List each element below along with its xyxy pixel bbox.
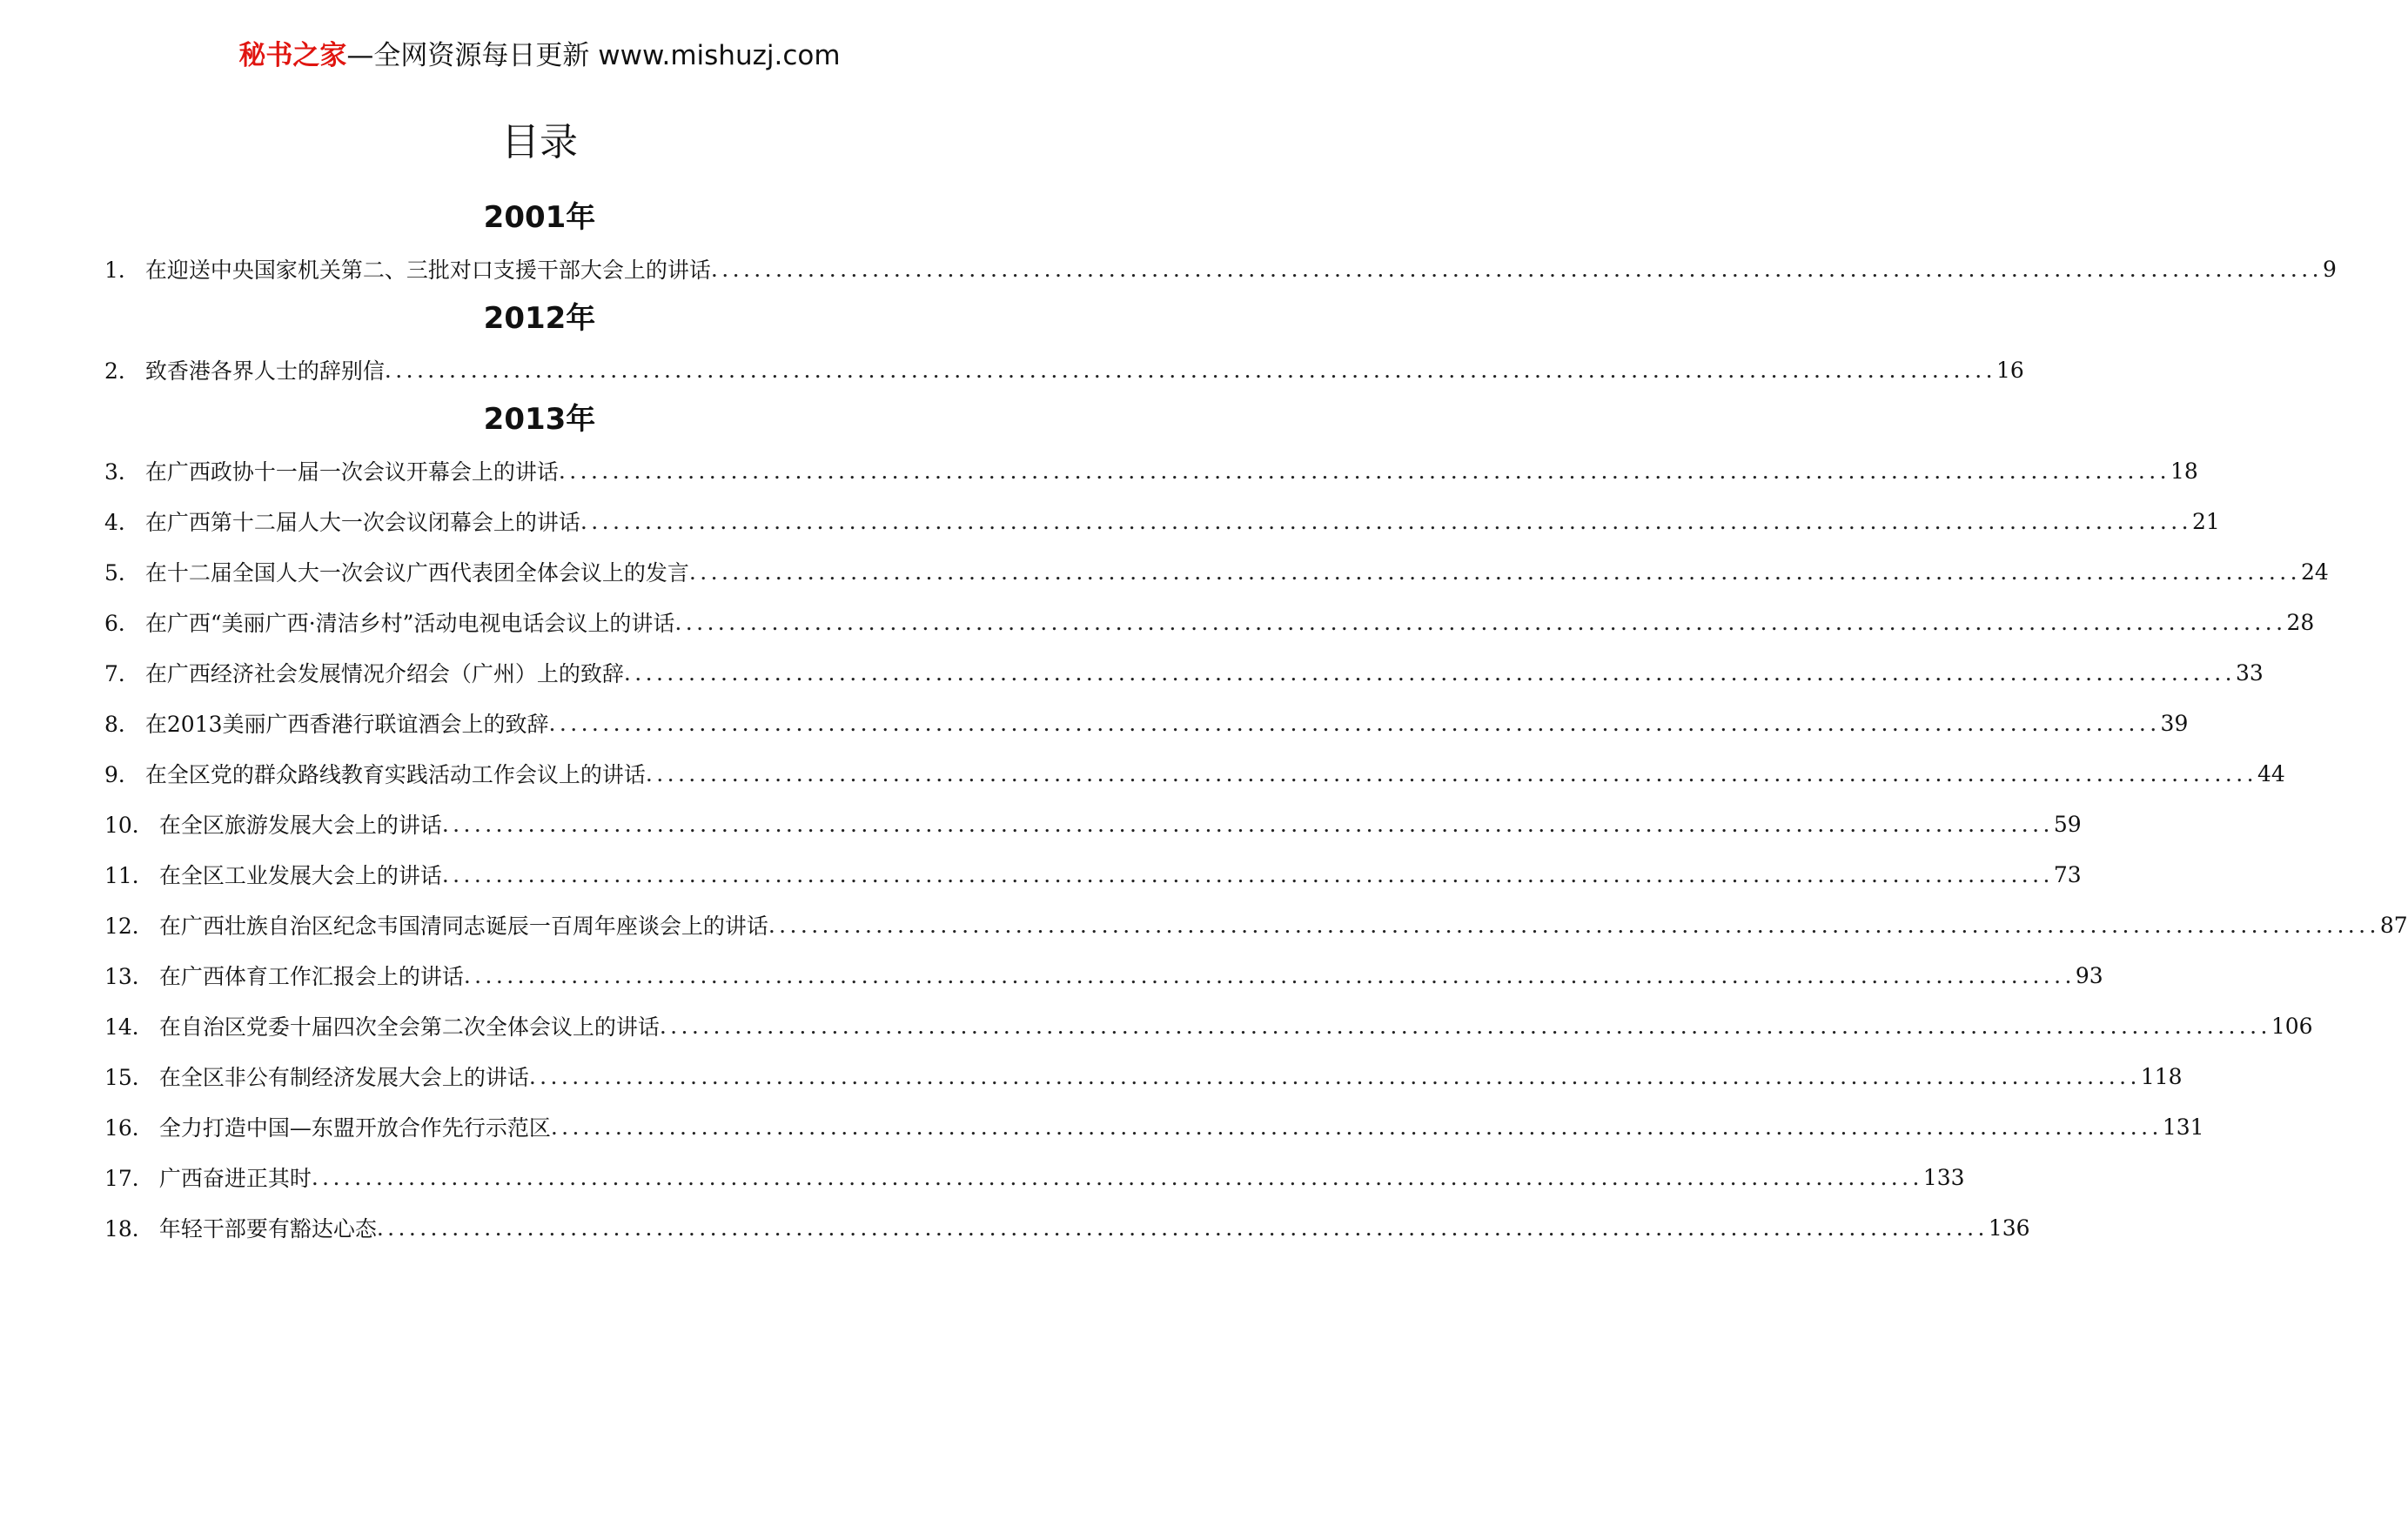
entry-page: 87 — [2379, 912, 2408, 938]
dot-leader: ...................................................................................................................................................... — [659, 1013, 2271, 1039]
toc-entry[interactable] — [104, 453, 2198, 488]
entry-title: 在全区党的群众路线教育实践活动工作会议上的讲话 — [144, 762, 646, 787]
toc-entry[interactable] — [104, 1059, 2183, 1094]
toc-entry[interactable] — [104, 251, 2337, 286]
entry-page: 21 — [2191, 508, 2220, 534]
dot-leader: ...................................................................................................................................................... — [710, 256, 2323, 282]
dot-leader: ...................................................................................................................................................... — [384, 357, 1996, 383]
entry-number: 15． — [104, 1065, 154, 1090]
toc-entry[interactable] — [104, 857, 2082, 892]
dot-leader: ...................................................................................................................................................... — [376, 1215, 1989, 1241]
dot-leader: ...................................................................................................................................................... — [645, 760, 2257, 786]
toc-entry[interactable] — [104, 1109, 2204, 1144]
entry-number: 7． — [104, 661, 140, 686]
dot-leader: ...................................................................................................................................................... — [550, 1114, 2163, 1140]
entry-number: 1． — [104, 258, 140, 283]
dot-leader: ...................................................................................................................................................... — [623, 659, 2236, 686]
toc-entry[interactable] — [104, 504, 2220, 539]
entry-title: 致香港各界人士的辞别信 — [144, 358, 385, 384]
dot-leader: ...................................................................................................................................................... — [768, 912, 2380, 938]
entry-title: 在迎送中央国家机关第二、三批对口支援干部大会上的讲话 — [144, 258, 711, 283]
entry-number: 16． — [104, 1115, 154, 1141]
entry-title: 在广西第十二届人大一次会议闭幕会上的讲话 — [144, 510, 580, 535]
entry-number: 11． — [104, 863, 154, 888]
entry-page: 59 — [2053, 811, 2082, 837]
entry-title: 在自治区党委十届四次全会第二次全体会议上的讲话 — [158, 1014, 660, 1040]
entry-title: 全力打造中国—东盟开放合作先行示范区 — [158, 1115, 551, 1141]
toc-entry[interactable] — [104, 907, 2408, 942]
dot-leader: ...................................................................................................................................................... — [528, 1063, 2141, 1089]
page-title: 目录 — [501, 120, 578, 164]
entry-title: 在广西壮族自治区纪念韦国清同志诞辰一百周年座谈会上的讲话 — [158, 914, 768, 939]
entry-title: 在十二届全国人大一次会议广西代表团全体会议上的发言 — [144, 560, 689, 586]
entry-page: 16 — [1995, 357, 2024, 383]
entry-title: 在全区旅游发展大会上的讲话 — [158, 813, 442, 838]
year-heading: 2013年 — [483, 402, 596, 437]
entry-title: 广西奋进正其时 — [158, 1166, 312, 1191]
toc-entry[interactable] — [104, 807, 2082, 841]
toc-entry[interactable] — [104, 605, 2315, 639]
entry-page: 33 — [2235, 659, 2264, 686]
entry-title: 在广西体育工作汇报会上的讲话 — [158, 964, 464, 989]
entry-page: 18 — [2170, 458, 2198, 484]
entry-title: 在广西政协十一届一次会议开幕会上的讲话 — [144, 459, 559, 485]
year-heading: 2012年 — [483, 301, 596, 336]
dot-leader: ...................................................................................................................................................... — [558, 458, 2170, 484]
entry-page: 39 — [2160, 710, 2189, 736]
entry-page: 133 — [1922, 1164, 1965, 1190]
entry-number: 2． — [104, 358, 140, 384]
toc-entry[interactable] — [104, 1160, 1965, 1195]
entry-number: 14． — [104, 1014, 154, 1040]
entry-number: 18． — [104, 1216, 154, 1242]
entry-number: 12． — [104, 914, 154, 939]
dot-leader: ...................................................................................................................................................... — [441, 861, 2054, 887]
entry-page: 9 — [2322, 256, 2337, 282]
entry-page: 24 — [2300, 559, 2329, 585]
dot-leader: ...................................................................................................................................................... — [548, 710, 2161, 736]
toc-entry[interactable] — [104, 958, 2103, 993]
entry-page: 93 — [2075, 962, 2103, 988]
entry-page: 106 — [2270, 1013, 2313, 1039]
entry-page: 28 — [2286, 609, 2315, 635]
dot-leader: ...................................................................................................................................................... — [441, 811, 2054, 837]
entry-page: 131 — [2162, 1114, 2204, 1140]
entry-title: 在全区工业发展大会上的讲话 — [158, 863, 442, 888]
header-tagline: —全网资源每日更新 www.mishuzj.com — [346, 40, 841, 71]
entry-number: 5． — [104, 560, 140, 586]
dot-leader: ...................................................................................................................................................... — [580, 508, 2192, 534]
brand-name: 秘书之家 — [238, 40, 347, 71]
entry-number: 3． — [104, 459, 140, 485]
toc-entry[interactable] — [104, 1008, 2313, 1043]
entry-page: 136 — [1988, 1215, 2030, 1241]
entry-title: 在广西“美丽广西·清洁乡村”活动电视电话会议上的讲话 — [144, 611, 675, 636]
toc-entry[interactable] — [104, 352, 2024, 387]
dot-leader: ...................................................................................................................................................... — [688, 559, 2301, 585]
entry-number: 4． — [104, 510, 140, 535]
entry-page: 44 — [2257, 760, 2285, 786]
dot-leader: ...................................................................................................................................................... — [674, 609, 2287, 635]
dot-leader: ...................................................................................................................................................... — [463, 962, 2076, 988]
entry-title: 年轻干部要有豁达心态 — [158, 1216, 377, 1242]
toc-entry[interactable] — [104, 655, 2264, 690]
entry-page: 73 — [2053, 861, 2082, 887]
entry-title: 在广西经济社会发展情况介绍会（广州）上的致辞 — [144, 661, 624, 686]
toc-entry[interactable] — [104, 554, 2329, 589]
entry-number: 8． — [104, 712, 140, 737]
entry-page: 118 — [2140, 1063, 2183, 1089]
toc-entry[interactable] — [104, 1210, 2030, 1245]
toc-entry[interactable] — [104, 756, 2285, 791]
entry-number: 13． — [104, 964, 154, 989]
entry-title: 在2013美丽广西香港行联谊酒会上的致辞 — [144, 712, 549, 737]
toc-entry[interactable] — [104, 706, 2189, 740]
dot-leader: ...................................................................................................................................................... — [311, 1164, 1923, 1190]
entry-number: 6． — [104, 611, 140, 636]
page-header — [0, 38, 1079, 73]
entry-number: 10． — [104, 813, 154, 838]
entry-number: 9． — [104, 762, 140, 787]
year-heading: 2001年 — [483, 200, 596, 235]
entry-title: 在全区非公有制经济发展大会上的讲话 — [158, 1065, 529, 1090]
entry-number: 17． — [104, 1166, 154, 1191]
